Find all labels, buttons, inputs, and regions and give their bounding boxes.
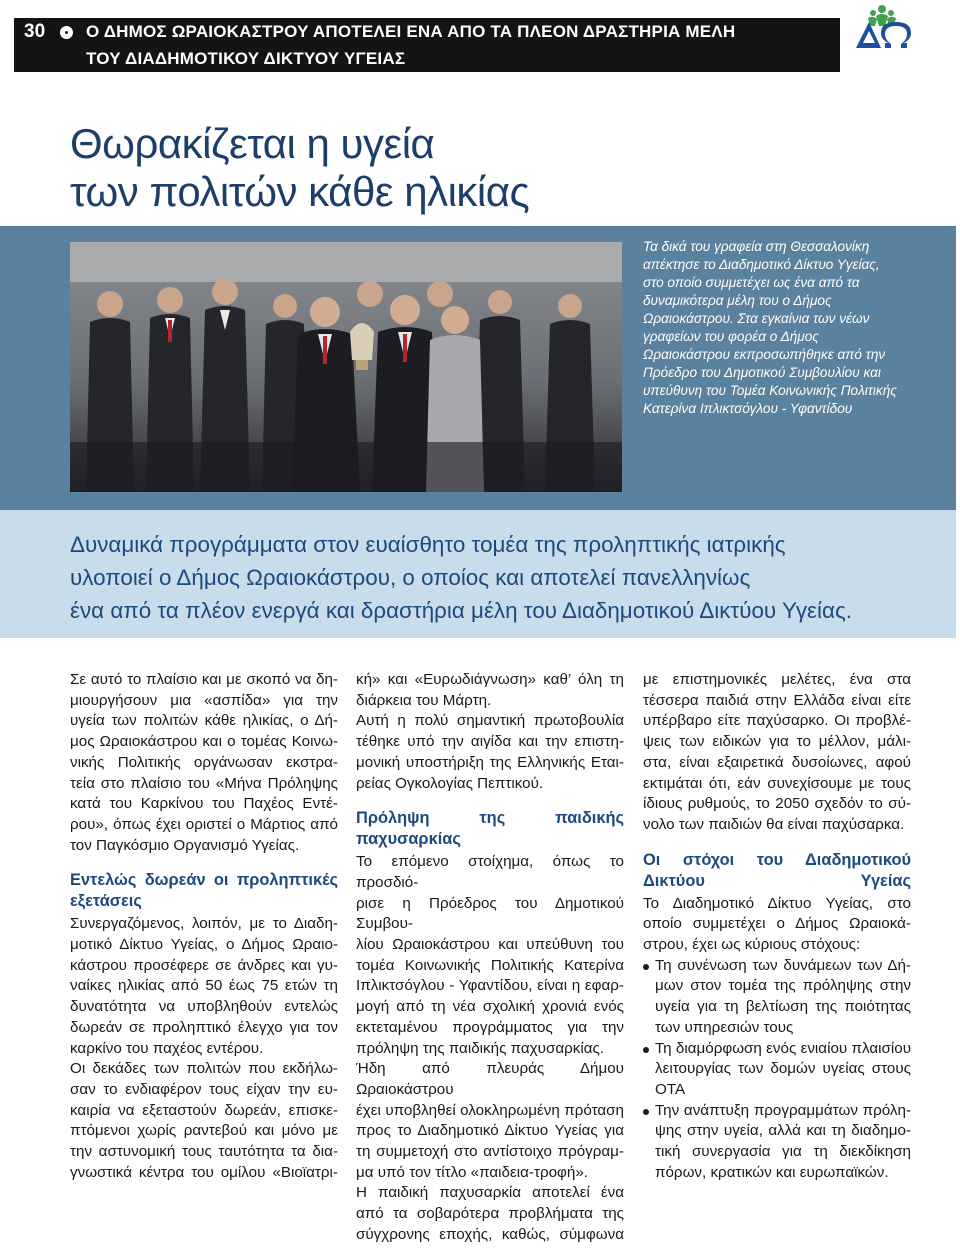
text-line: σαν το ενδιαφέρον τους είχαν την ευ- (70, 1080, 338, 1098)
heading-line: Οι στόχοι του Διαδημοτικού (643, 850, 911, 869)
text-line: Την ανάπτυξη προγραμμάτων πρόλη- (655, 1101, 911, 1119)
text-line: κή» και «Ευρωδιάγνωση» καθ’ όλη τη (356, 671, 624, 688)
text-line: υγεία των πολιτών κάθε ηλικίας, ο Δή- (70, 712, 338, 730)
text-line: στα, είναι εξαιρετικά δυσοίωνες, αφού (643, 753, 911, 771)
text-line: από τα σοβαρότερα προβλήματα της (356, 1205, 624, 1223)
text-line: με επιστημονικές μελέτες, ένα στα (643, 671, 911, 688)
group-photo (70, 242, 622, 492)
heading-line: παχυσαρκίας (356, 830, 461, 849)
text-line: πρόληψη της παιδικής παχυσαρκίας. (356, 1039, 605, 1057)
text-line: μα υπό τον τίτλο «παιδεια-τροφή». (356, 1163, 588, 1181)
caption-line: Πρόεδρο του Δημοτικού Συμβουλίου και (643, 365, 881, 380)
article-title-line1: Θωρακίζεται η υγεία (70, 120, 435, 167)
heading-line: Εντελώς δωρεάν οι προληπτικές (70, 871, 338, 890)
text-line: ρείας Ογκολογίας Πεπτικού. (356, 774, 544, 792)
page-number: 30 (24, 21, 46, 42)
text-line: Ήδη από πλευράς Δήμου Ωραιοκάστρου (356, 1060, 624, 1098)
article-subtitle (70, 528, 910, 627)
text-line: τον Παγκόσμιο Οργανισμό Υγείας. (70, 836, 300, 854)
caption-line: δυναμικότερα μέλη του ο Δήμος (643, 293, 832, 308)
caption-line: Ωραιοκάστρου. Στα εγκαίνια των νέων (643, 311, 870, 326)
heading-line: Δικτύου Υγείας (643, 871, 911, 890)
text-line: Αυτή η πολύ σημαντική πρωτοβουλία (356, 712, 624, 730)
text-line: τομέα Κοινωνικής Πολιτικής Κατερίνα (356, 956, 624, 974)
text-line: τική συνεργασία για τη διεκδίκηση (655, 1143, 911, 1161)
text-line: Ιπλικτσόγλου - Υφαντίδου, είναι η εφαρ- (356, 977, 624, 995)
heading-line: εξετάσεις (70, 892, 142, 911)
paragraph (356, 711, 624, 794)
text-line: υπέρβαρο είτε παχύσαρκο. Οι προβλέ- (643, 712, 911, 730)
text-line: την αστυνομική τους ταυτότητα τα δια- (70, 1143, 338, 1161)
text-line: υγεία για τη βελτίωση της ποιότητας (655, 998, 911, 1016)
text-line: Συνεργαζόμενος, λοιπόν, με το Διαδη- (70, 915, 338, 933)
text-line: μος Ωραιοκάστρου και ο τομέας Κοινω- (70, 733, 338, 751)
text-line: Το επόμενο στοίχημα, όπως το προσδιό- (356, 853, 624, 891)
caption-line: υπεύθυνη του Τομέα Κοινωνικής Πολιτικής (643, 383, 897, 398)
text-line: ψεις των ειδικών για το μέλλον, μάλι- (643, 733, 911, 751)
text-line: στρου, έχει ως κύριους στόχους: (643, 936, 861, 954)
text-line: τέσσερα παιδιά στην Ελλάδα είναι είτε (643, 691, 911, 709)
section-heading (356, 808, 624, 850)
text-line: λειτουργίας των δομών υγείας στους (655, 1060, 911, 1078)
text-line: λίου Ωραιοκάστρου και υπεύθυνη του (356, 936, 624, 954)
text-line: κάστρου προσέφερε σε άνδρες και γυ- (70, 956, 338, 974)
article-title-line2: των πολιτών κάθε ηλικίας (70, 168, 530, 215)
text-line: τεία στο πλαίσιο του «Μήνα Πρόληψης (70, 774, 338, 792)
article-title (70, 120, 770, 216)
text-line: οποίο συμμετέχει ο Δήμος Ωραιοκά- (643, 915, 911, 933)
text-line: τη συμμετοχή στο αντίστοιχο πρόγραμ- (356, 1143, 624, 1161)
text-line: καρκίνο του παχέος εντέρου. (70, 1039, 264, 1057)
caption-line: στο οποίο συμμετέχει ως ένα από τα (643, 275, 860, 290)
text-line: Οι δεκάδες των πολιτών που εκδήλω- (70, 1060, 338, 1078)
caption-line: Τα δικά του γραφεία στη Θεσσαλονίκη (643, 239, 870, 254)
text-line: Τη διαμόρφωση ενός ενιαίου πλαισίου (655, 1039, 911, 1057)
subtitle-line2: υλοποιεί ο Δήμος Ωραιοκάστρου, ο οποίος και αποτελεί πανελληνίως (70, 565, 751, 590)
text-line: προς το Διαδημοτικό Δίκτυο Υγείας για (356, 1122, 624, 1140)
text-line: νολο των παιδιών θα είναι παχύσαρκα. (643, 815, 905, 833)
text-line: μονική υποστήριξη της Ελληνικής Εται- (356, 753, 624, 771)
text-line: εκτιμάται ότι, εάν συνεχίσουμε με τους (643, 774, 911, 792)
paragraph (356, 1183, 624, 1245)
text-line: διάρκεια του Μάρτη. (356, 691, 492, 709)
text-line: νικής Πολιτικής οργάνωσαν εκστρα- (70, 753, 338, 771)
text-line: Η παιδική παχυσαρκία αποτελεί ένα (356, 1184, 624, 1202)
text-column-1 (70, 670, 338, 1183)
text-line: δωρεάν σε προληπτικό έλεγχο για τον (70, 1018, 338, 1036)
text-line: τέθηκε υπό την αιγίδα και την επιστη- (356, 733, 624, 751)
photo-caption (643, 238, 943, 418)
text-line: δυνατότητα να υποβληθούν εντελώς (70, 998, 338, 1016)
text-line: Τη συνένωση των δυνάμεων των Δή- (655, 956, 911, 974)
subtitle-line3: ένα από τα πλέον ενεργά και δραστήρια μέλη του Διαδημοτικού Δικτύου Υγείας. (70, 598, 852, 623)
section-heading (70, 870, 338, 912)
section-heading (643, 850, 911, 892)
goals-list (643, 956, 911, 1184)
paragraph (356, 670, 624, 711)
text-column-3 (643, 670, 911, 1183)
paragraph (70, 914, 338, 1059)
caption-line: Κατερίνα Ιπλικτσόγλου - Υφαντίδου (643, 401, 853, 416)
caption-line: απέκτησε το Διαδημοτικό Δίκτυο Υγείας, (643, 257, 880, 272)
text-line: μοτικό Δίκτυο Υγείας, ο Δήμος Ωραιο- (70, 936, 338, 954)
text-line: ρου», όπως έχει οριστεί ο Μάρτιος από (70, 815, 338, 833)
header-title-line2: ΤΟΥ ΔΙΑΔΗΜΟΤΙΚΟΥ ΔΙΚΤΥΟΥ ΥΓΕΙΑΣ (86, 49, 406, 68)
header-bar (14, 18, 840, 72)
text-line: Σε αυτό το πλαίσιο και με σκοπό να δη- (70, 671, 338, 688)
text-line: κατά του Καρκίνου του Παχέος Εντέ- (70, 795, 338, 813)
header-title-line1: Ο ΔΗΜΟΣ ΩΡΑΙΟΚΑΣΤΡΟΥ ΑΠΟΤΕΛΕΙ ΕΝΑ ΑΠΟ ΤΑ ΠΛΕΟΝ ΔΡΑΣΤΗΡΙΑ ΜΕΛΗ (86, 22, 736, 41)
text-line: εκτεταμένου προγράμματος για την (356, 1018, 624, 1036)
caption-line: γραφείων του φορέα ο Δήμος (643, 329, 819, 344)
text-line: έχει υποβληθεί ολοκληρωμένη πρόταση (356, 1101, 624, 1119)
text-line: ΟΤΑ (655, 1080, 686, 1098)
text-line: πτόμενοι χωρίς ραντεβού και μόνο με (70, 1122, 338, 1140)
network-logo-icon (852, 4, 912, 50)
text-line: ναίκες ηλικίας από 50 έως 75 ετών τη (70, 977, 338, 995)
text-line: καιρία να εξεταστούν δωρεάν, επισκε- (70, 1101, 338, 1119)
text-line: ίδιους ρυθμούς, το 2050 σχεδόν το σύ- (643, 795, 911, 813)
list-item (643, 956, 911, 1039)
paragraph (70, 1059, 338, 1183)
paragraph (356, 1059, 624, 1183)
text-line: ψης στην υγεία, αλλά και τη διαδημο- (655, 1122, 911, 1140)
paragraph (643, 670, 911, 836)
list-item (643, 1039, 911, 1101)
heading-line: Πρόληψη της παιδικής (356, 809, 624, 828)
text-line: γνωστικά κέντρα του ομίλου «Βιοϊατρι- (70, 1163, 338, 1181)
text-line: πόρων, κρατικών και ευρωπαϊκών. (655, 1163, 889, 1181)
paragraph (643, 894, 911, 956)
text-line: σύγχρονης εποχής, καθώς, σύμφωνα (356, 1225, 624, 1243)
subtitle-line1: Δυναμικά προγράμματα στον ευαίσθητο τομέα της προληπτικής ιατρικής (70, 532, 786, 557)
text-line: ρισε η Πρόεδρος του Δημοτικού Συμβου- (356, 894, 624, 933)
text-line: Το Διαδημοτικό Δίκτυο Υγείας, στο (643, 894, 911, 912)
text-line: μων στον τομέα της πρόληψης στην (655, 977, 911, 995)
paragraph (356, 852, 624, 1059)
caption-line: Ωραιοκάστρου εκπροσωπήθηκε από την (643, 347, 886, 362)
paragraph (70, 670, 338, 856)
text-column-2 (356, 670, 624, 1246)
list-item (643, 1101, 911, 1184)
text-line: μιουργήσουν μια «ασπίδα» για την (70, 691, 338, 709)
bullet-circle-icon (60, 26, 73, 39)
text-line: μογή από τη νέα σχολική χρονιά ενός (356, 998, 624, 1016)
text-line: των υπηρεσιών τους (655, 1018, 794, 1036)
